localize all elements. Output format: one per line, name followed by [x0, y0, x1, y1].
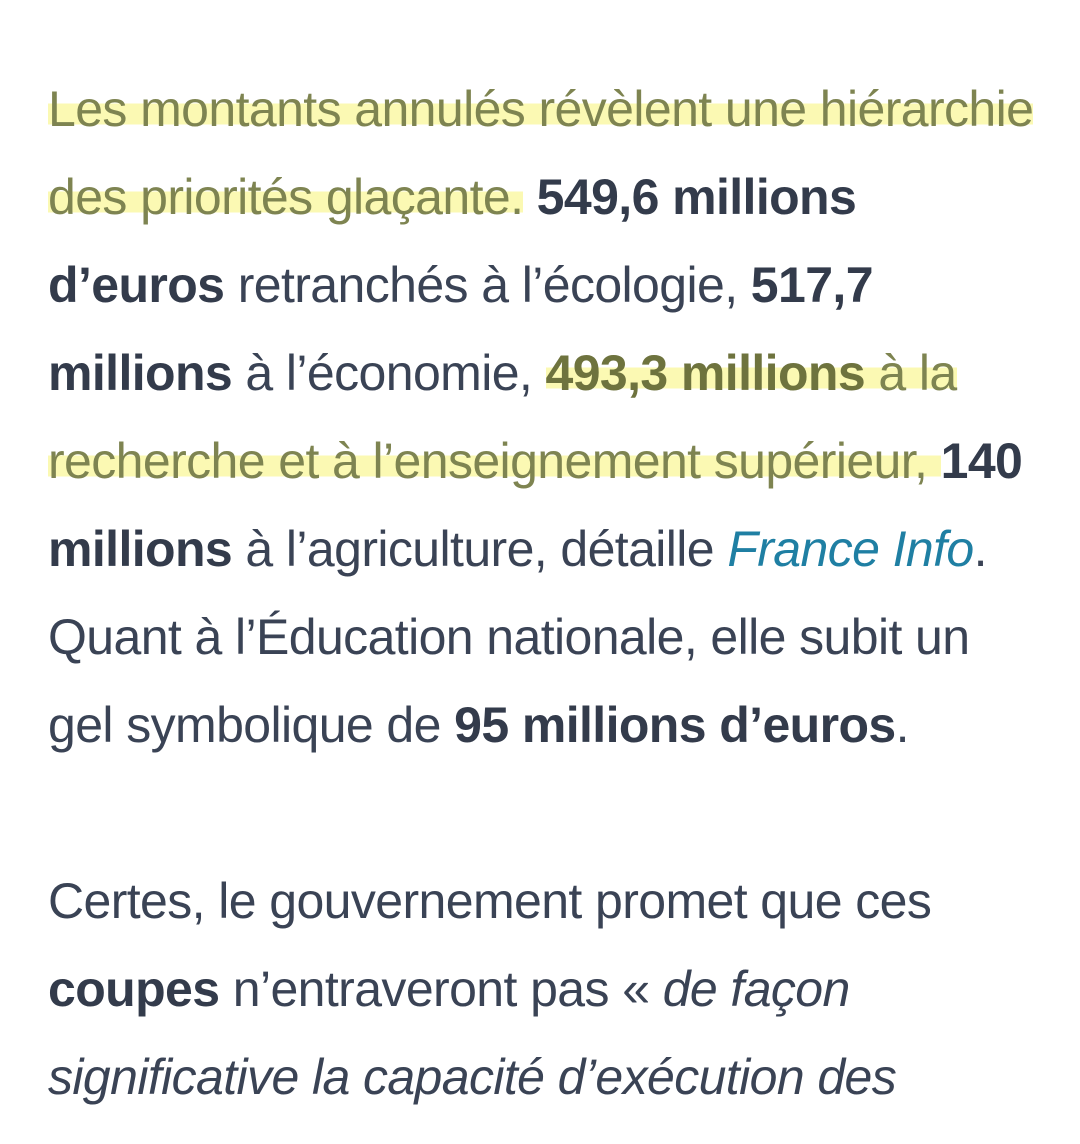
word-coupes: coupes [48, 961, 220, 1017]
text-agriculture: à l’agriculture, détaille [232, 521, 728, 577]
text-economy: à l’économie, [232, 345, 546, 401]
france-info-link[interactable]: France Info [727, 521, 974, 577]
text-period: . [895, 697, 909, 753]
text-education: . Quant à l’Éducation nationale, elle subit un gel symbolique de [48, 521, 987, 753]
text-certes: Certes, le gouvernement promet que ces [48, 873, 932, 929]
quote-italic: de façon significative la capacité d’exécution des [48, 961, 897, 1105]
highlighted-sentence: Les montants annulés révèlent une hiérarchie des priorités glaçante. [48, 81, 1034, 225]
text-research: à la recherche et à l’enseignement supérieur, [48, 345, 957, 489]
text-ecology: retranchés à l’écologie, [224, 257, 751, 313]
amount-education: 95 millions d’euros [454, 697, 896, 753]
amount-ecology: 549,6 millions d’euros [48, 169, 857, 313]
amount-agriculture: 140 millions [48, 433, 1023, 577]
paragraph-budget-cuts [48, 65, 1038, 769]
article-body [48, 65, 1038, 1121]
text-entraveront: n’entraveront pas « [219, 961, 663, 1017]
paragraph-government-promise [48, 857, 1038, 1121]
amount-economy: 517,7 millions [48, 257, 873, 401]
amount-research: 493,3 millions [545, 345, 866, 401]
